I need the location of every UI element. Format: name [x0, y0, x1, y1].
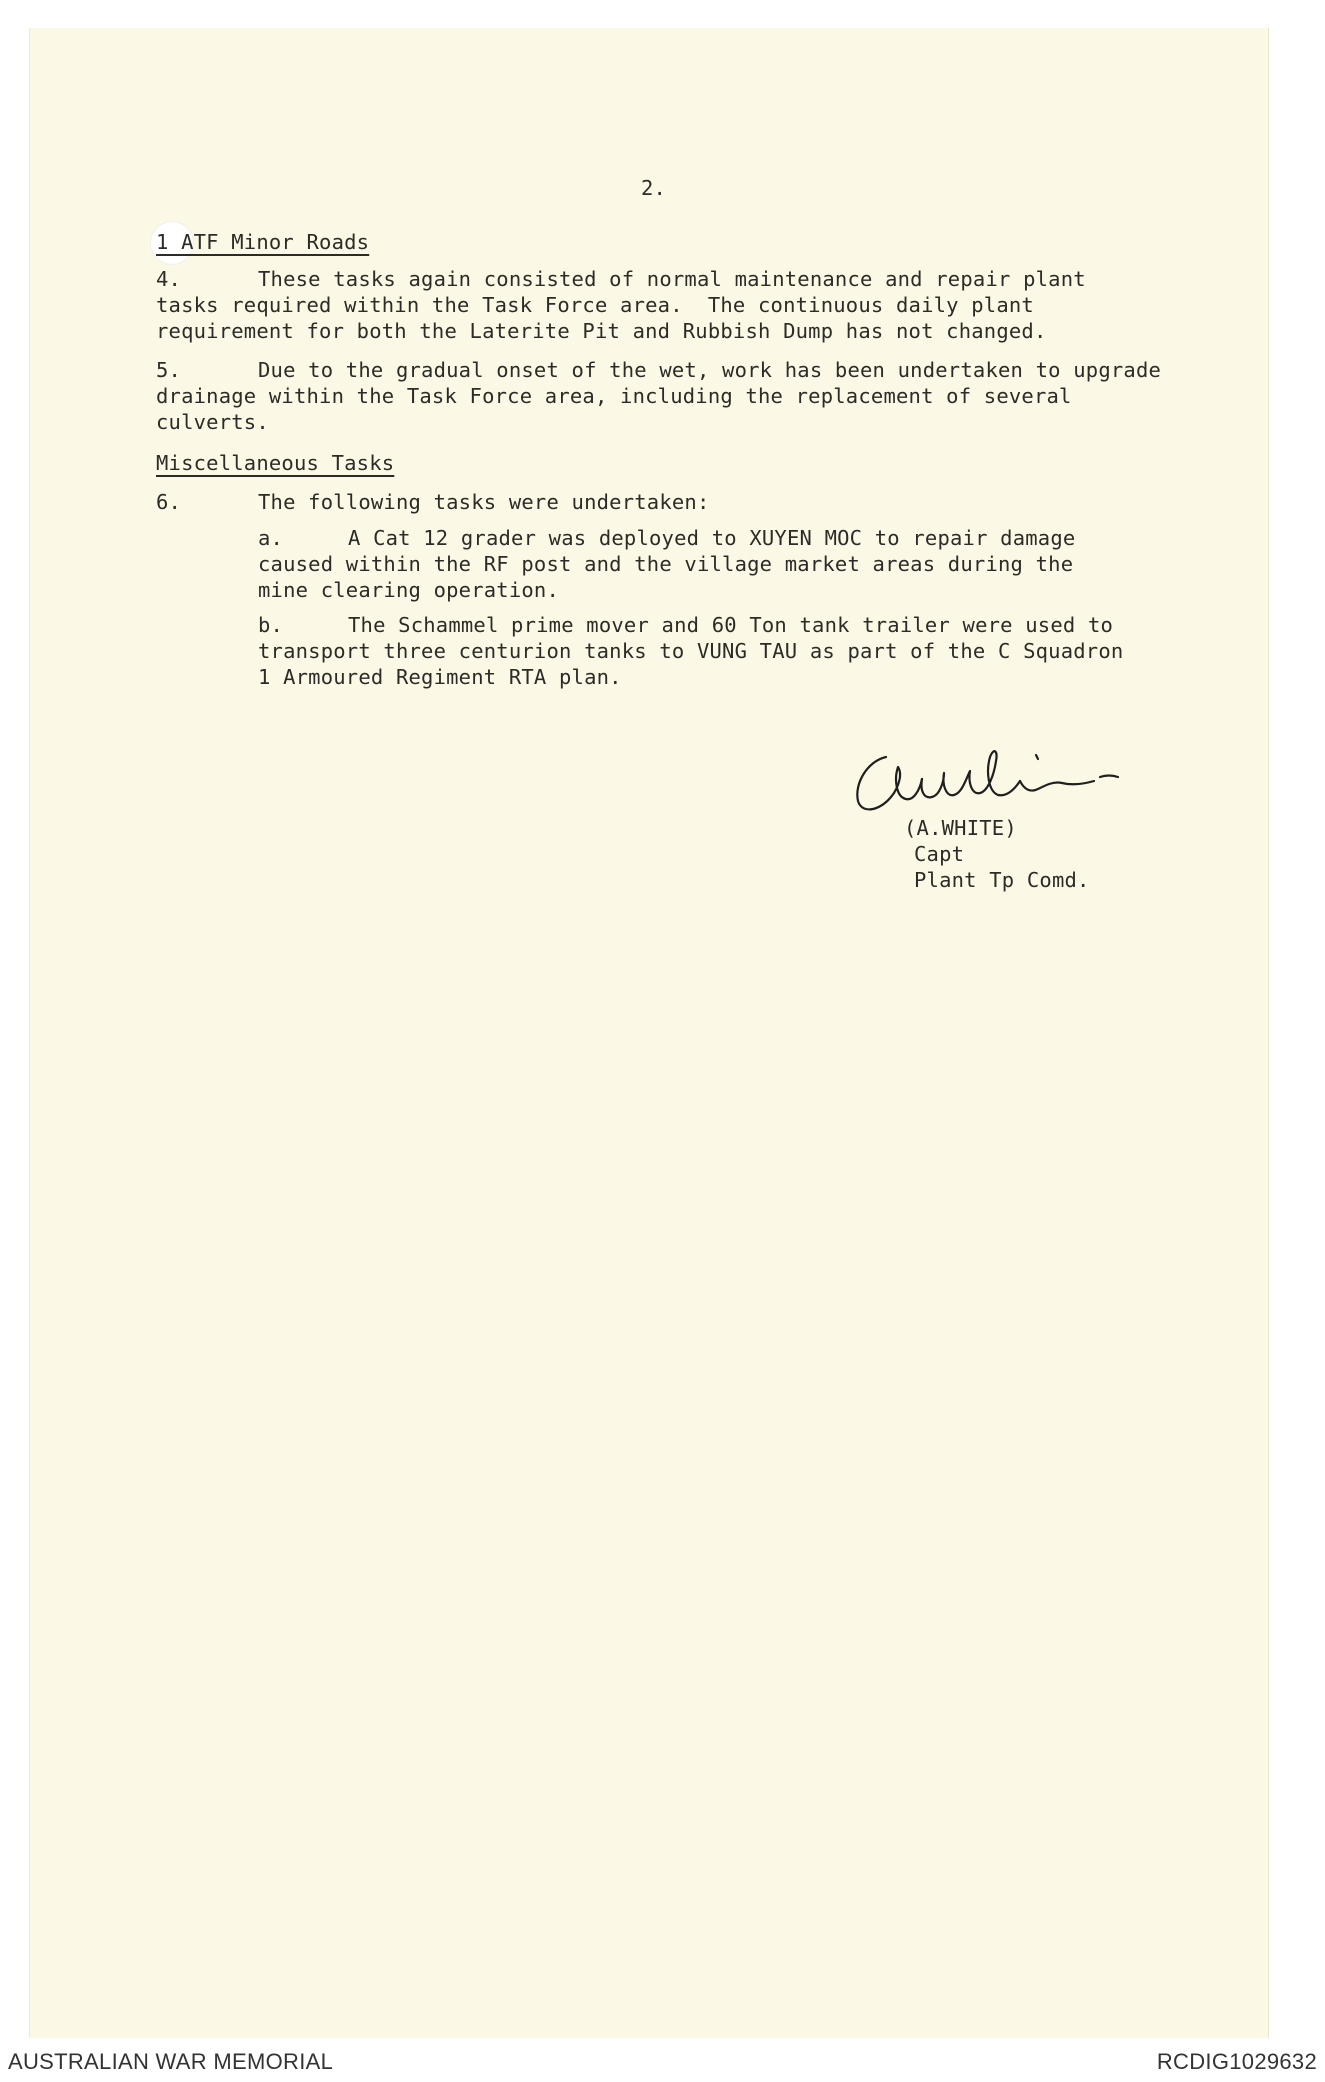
signatory-rank: Capt: [914, 842, 965, 866]
paragraph-line: Due to the gradual onset of the wet, work has been undertaken to upgrade: [258, 358, 1162, 382]
subitem-line: The Schammel prime mover and 60 Ton tank trailer were used to: [348, 613, 1114, 637]
paragraph-line: culverts.: [156, 410, 269, 434]
paragraph-line: requirement for both the Laterite Pit and Rubbish Dump has not changed.: [156, 319, 1047, 343]
subitem-letter: a.: [258, 526, 284, 550]
signatory-appointment: Plant Tp Comd.: [914, 868, 1090, 892]
subitem-letter: b.: [258, 613, 284, 637]
paragraph-number: 4.: [156, 267, 182, 291]
subitem-line: mine clearing operation.: [258, 578, 560, 602]
subitem-line: 1 Armoured Regiment RTA plan.: [258, 665, 622, 689]
section-heading-misc-tasks: Miscellaneous Tasks: [156, 451, 395, 475]
paragraph-line: tasks required within the Task Force area. The continuous daily plant: [156, 293, 1034, 317]
signatory-name: (A.WHITE): [904, 816, 1017, 840]
paragraph-line: The following tasks were undertaken:: [258, 490, 710, 514]
paragraph-number: 6.: [156, 490, 182, 514]
footer-institution: AUSTRALIAN WAR MEMORIAL: [8, 2049, 334, 2074]
paragraph-line: drainage within the Task Force area, including the replacement of several: [156, 384, 1072, 408]
subitem-line: A Cat 12 grader was deployed to XUYEN MOC to repair damage: [348, 526, 1076, 550]
page-number: 2.: [641, 176, 667, 200]
section-heading-minor-roads: 1 ATF Minor Roads: [156, 230, 370, 254]
footer-record-id: RCDIG1029632: [1156, 2049, 1317, 2074]
subitem-line: transport three centurion tanks to VUNG TAU as part of the C Squadron: [258, 639, 1124, 663]
handwritten-signature: [848, 735, 1148, 825]
paragraph-line: These tasks again consisted of normal maintenance and repair plant: [258, 267, 1086, 291]
subitem-line: caused within the RF post and the village market areas during the: [258, 552, 1074, 576]
paragraph-number: 5.: [156, 358, 182, 382]
